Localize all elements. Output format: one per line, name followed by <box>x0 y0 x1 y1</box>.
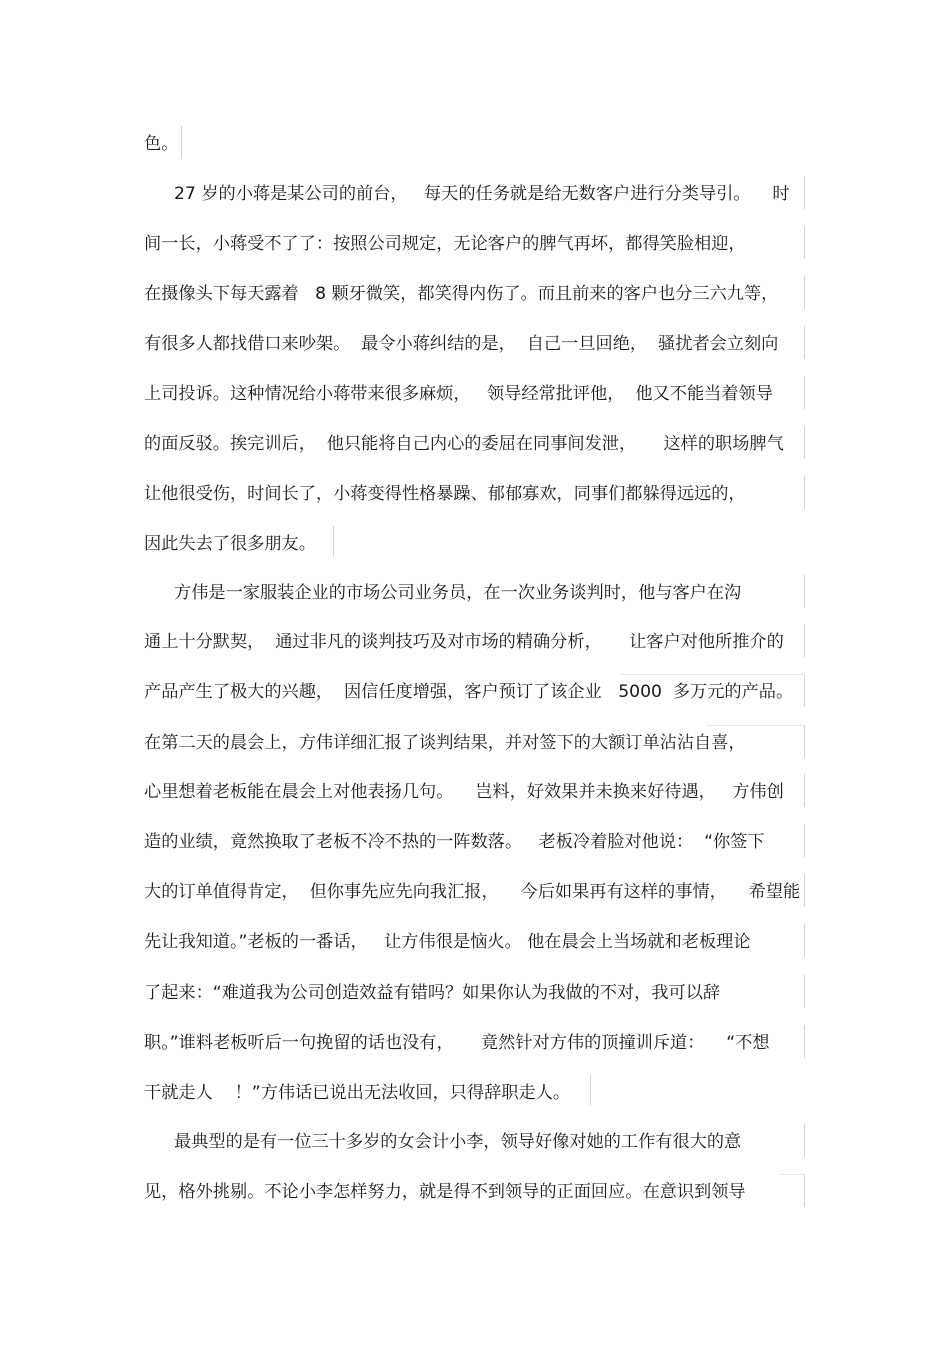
line-border <box>804 226 805 259</box>
line-border <box>181 126 182 159</box>
line-border <box>804 476 805 509</box>
row-border <box>706 725 804 726</box>
text-line: 在第二天的晨会上，方伟详细汇报了谈判结果，并对签下的大额订单沾沾自喜， <box>144 733 746 753</box>
line-border <box>804 725 805 758</box>
line-border <box>590 1075 591 1105</box>
text-line: 色。 <box>144 134 179 154</box>
line-border <box>804 376 805 409</box>
text-line: 最典型的是有一位三十多岁的女会计小李，领导好像对她的工作有很大的意 <box>174 1132 742 1152</box>
line-border <box>804 276 805 309</box>
text-line: 因此失去了很多朋友。 <box>144 534 316 554</box>
text-line: 方伟是一家服装企业的市场公司业务员，在一次业务谈判时，他与客户在沟 <box>174 583 742 603</box>
row-border <box>620 674 804 675</box>
text-line: 产品产生了极大的兴趣， 因信任度增强，客户预订了该企业 5000 多万元的产品。 <box>144 682 794 702</box>
text-line: 职。”谁料老板听后一句挽留的话也没有， 竟然针对方伟的顶撞训斥道： “不想 <box>144 1033 770 1053</box>
line-border <box>804 575 805 608</box>
line-border <box>804 176 805 209</box>
line-border <box>804 674 805 707</box>
line-border <box>804 824 805 857</box>
text-line: 的面反驳。挨完训后， 他只能将自己内心的委屈在同事间发泄， 这样的职场脾气 <box>144 434 784 454</box>
text-line: 先让我知道。”老板的一番话， 让方伟很是恼火。 他在晨会上当场就和老板理论 <box>144 932 751 952</box>
line-border <box>804 426 805 459</box>
text-line: 造的业绩，竟然换取了老板不冷不热的一阵数落。 老板冷着脸对他说： “你签下 <box>144 832 765 852</box>
line-border <box>804 1124 805 1157</box>
text-line: 上司投诉。这种情况给小蒋带来很多麻烦， 领导经常批评他， 他又不能当着领导 <box>144 384 773 404</box>
line-border <box>804 774 805 807</box>
line-border <box>804 924 805 957</box>
text-line: 有很多人都找借口来吵架。 最令小蒋纠结的是， 自己一旦回绝， 骚扰者会立刻向 <box>144 334 779 354</box>
text-line: 见，格外挑剔。不论小李怎样努力，就是得不到领导的正面回应。在意识到领导 <box>144 1182 746 1202</box>
line-border <box>804 326 805 359</box>
text-line: 干就走人 ！”方伟话已说出无法收回，只得辞职走人。 <box>144 1083 571 1103</box>
text-line: 通上十分默契， 通过非凡的谈判技巧及对市场的精确分析， 让客户对他所推介的 <box>144 632 784 652</box>
row-border <box>780 1174 804 1175</box>
text-line: 了起来：“难道我为公司创造效益有错吗？如果你认为我做的不对，我可以辞 <box>144 983 721 1003</box>
line-border <box>333 526 334 556</box>
text-line: 27 岁的小蒋是某公司的前台， 每天的任务就是给无数客户进行分类导引。 时 <box>174 184 790 204</box>
text-line: 间一长，小蒋受不了了：按照公司规定，无论客户的脾气再坏，都得笑脸相迎， <box>144 234 746 254</box>
text-line: 在摄像头下每天露着 8 颗牙微笑，都笑得内伤了。而且前来的客户也分三六九等， <box>144 284 779 304</box>
line-border <box>804 1174 805 1207</box>
line-border <box>804 975 805 1008</box>
line-border <box>804 624 805 657</box>
text-line: 让他很受伤，时间长了，小蒋变得性格暴躁、郁郁寡欢，同事们都躲得远远的， <box>144 484 746 504</box>
line-border <box>804 874 805 907</box>
line-border <box>804 1025 805 1058</box>
text-line: 心里想着老板能在晨会上对他表扬几句。 岂料，好效果并未换来好待遇， 方伟创 <box>144 782 784 802</box>
text-line: 大的订单值得肯定， 但你事先应先向我汇报， 今后如果再有这样的事情， 希望能 <box>144 882 801 902</box>
